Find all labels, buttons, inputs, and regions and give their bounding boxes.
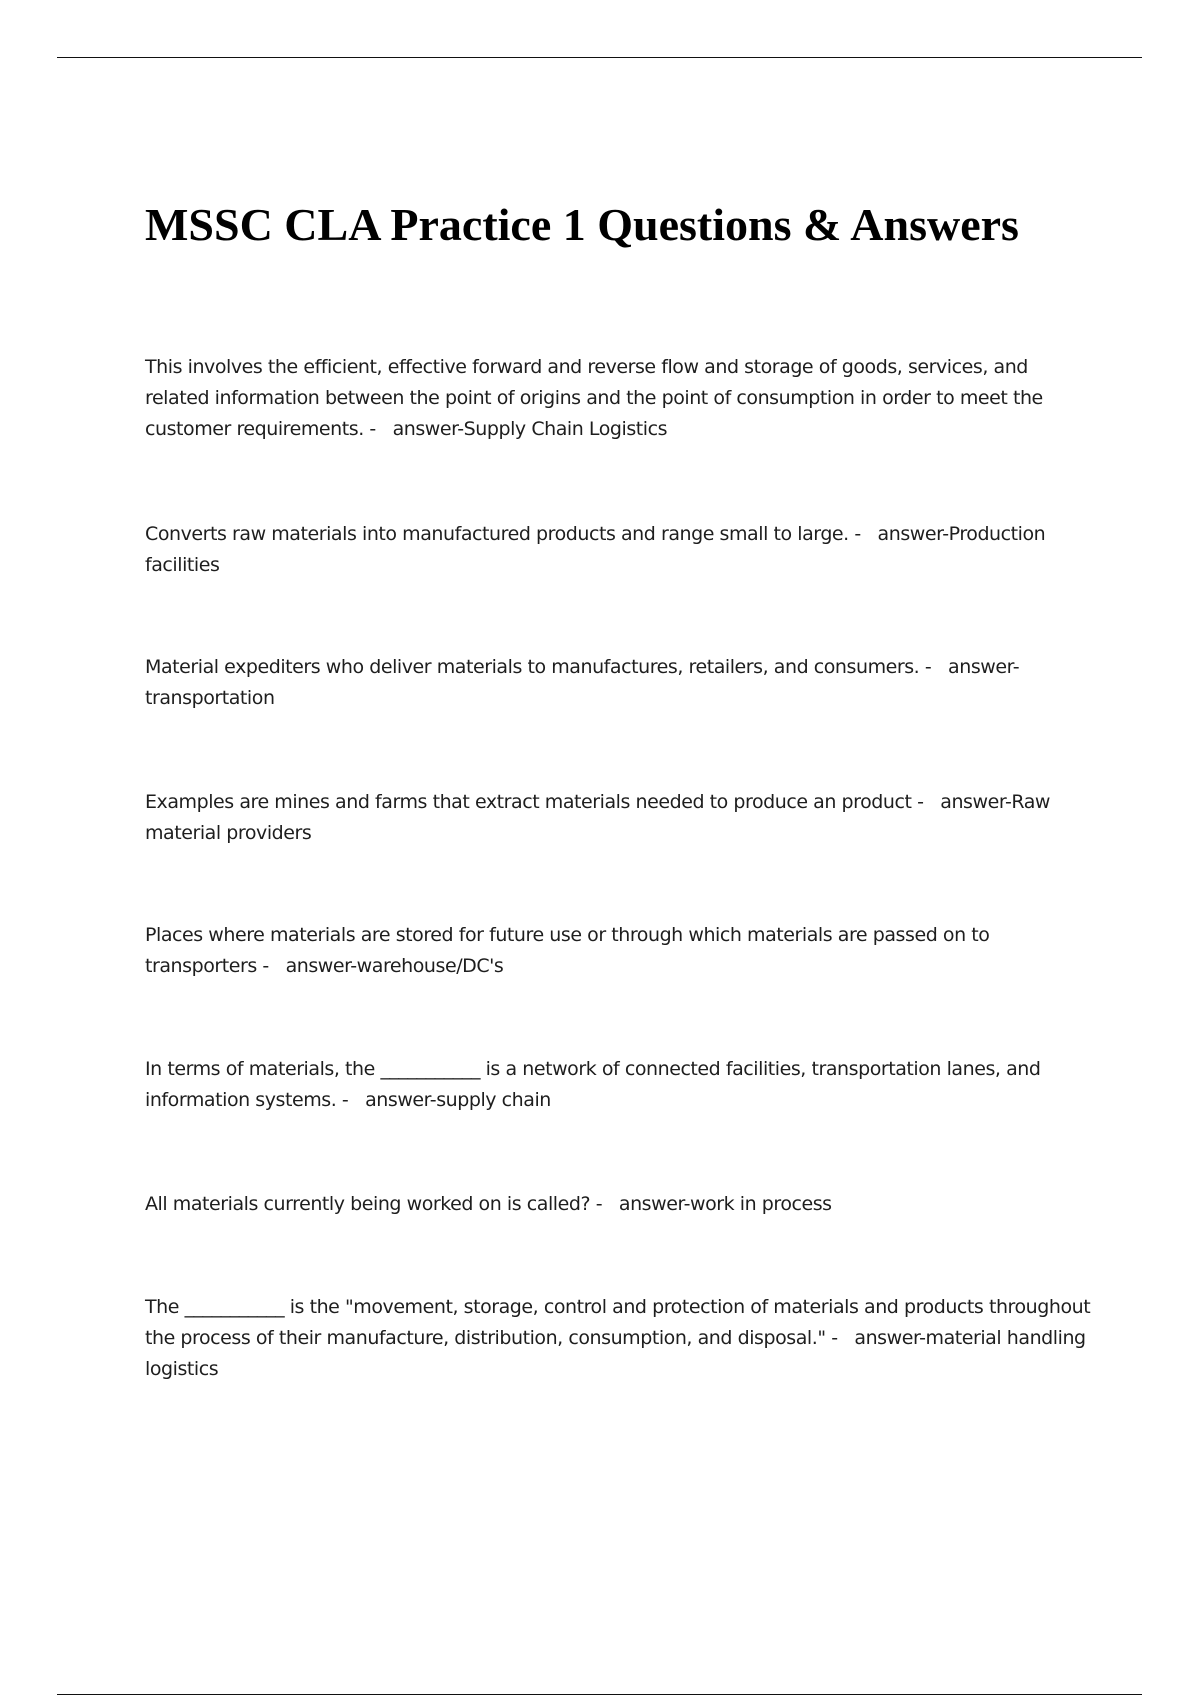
answer-text: answer-Production facilities xyxy=(145,523,1046,576)
qa-item-1: This involves the efficient, effective forward and reverse flow and storage of goods, services, and related information between the point of origins and the point of consumption in order to meet the customer requirements. - answer-Supply Chain Logistics xyxy=(145,356,1043,440)
answer-text: answer-transportation xyxy=(145,656,1020,709)
qa-item-2: Converts raw materials into manufactured products and range small to large. - answer-Production facilities xyxy=(145,523,1046,576)
answer-text: answer-material handling logistics xyxy=(145,1327,1086,1380)
answer-text: answer-Supply Chain Logistics xyxy=(392,418,668,440)
qa-item-7: All materials currently being worked on is called? - answer-work in process xyxy=(145,1193,832,1215)
question-text: Material expediters who deliver materials to manufactures, retailers, and consumers. xyxy=(145,656,920,678)
qa-item-3: Material expediters who deliver materials to manufactures, retailers, and consumers. - answer-transportation xyxy=(145,656,1020,709)
question-text: Converts raw materials into manufactured products and range small to large. xyxy=(145,523,849,545)
qa-item-4: Examples are mines and farms that extract materials needed to produce an product - answer-Raw material providers xyxy=(145,791,1050,844)
qa-item-8: The ___________ is the "movement, storage, control and protection of materials and products throughout the process of their manufacture, distribution, consumption, and disposal." - answer-material handling logistics xyxy=(145,1296,1091,1380)
question-text: Examples are mines and farms that extract materials needed to produce an product xyxy=(145,791,912,813)
question-text: This involves the efficient, effective forward and reverse flow and storage of goods, services, and related information between the point of origins and the point of consumption in order to meet the customer requirements. xyxy=(145,356,1043,440)
qa-item-5: Places where materials are stored for future use or through which materials are passed on to transporters - answer-warehouse/DC's xyxy=(145,924,990,977)
question-text: All materials currently being worked on is called? xyxy=(145,1193,591,1215)
page-title: MSSC CLA Practice 1 Questions & Answers xyxy=(145,199,1019,250)
question-text: In terms of materials, the ___________ is a network of connected facilities, transportation lanes, and information systems. xyxy=(145,1058,1041,1111)
answer-text: answer-work in process xyxy=(618,1193,832,1215)
answer-text: answer-warehouse/DC's xyxy=(285,955,504,977)
question-text: Places where materials are stored for future use or through which materials are passed on to transporters xyxy=(145,924,990,977)
qa-item-6: In terms of materials, the ___________ is a network of connected facilities, transportation lanes, and information systems. - answer-supply chain xyxy=(145,1058,1041,1111)
top-rule xyxy=(57,57,1142,58)
bottom-rule xyxy=(57,1694,1142,1695)
question-text: The ___________ is the "movement, storage, control and protection of materials and products throughout the process of their manufacture, distribution, consumption, and disposal." xyxy=(145,1296,1091,1349)
answer-text: answer-supply chain xyxy=(365,1089,551,1111)
answer-text: answer-Raw material providers xyxy=(145,791,1050,844)
